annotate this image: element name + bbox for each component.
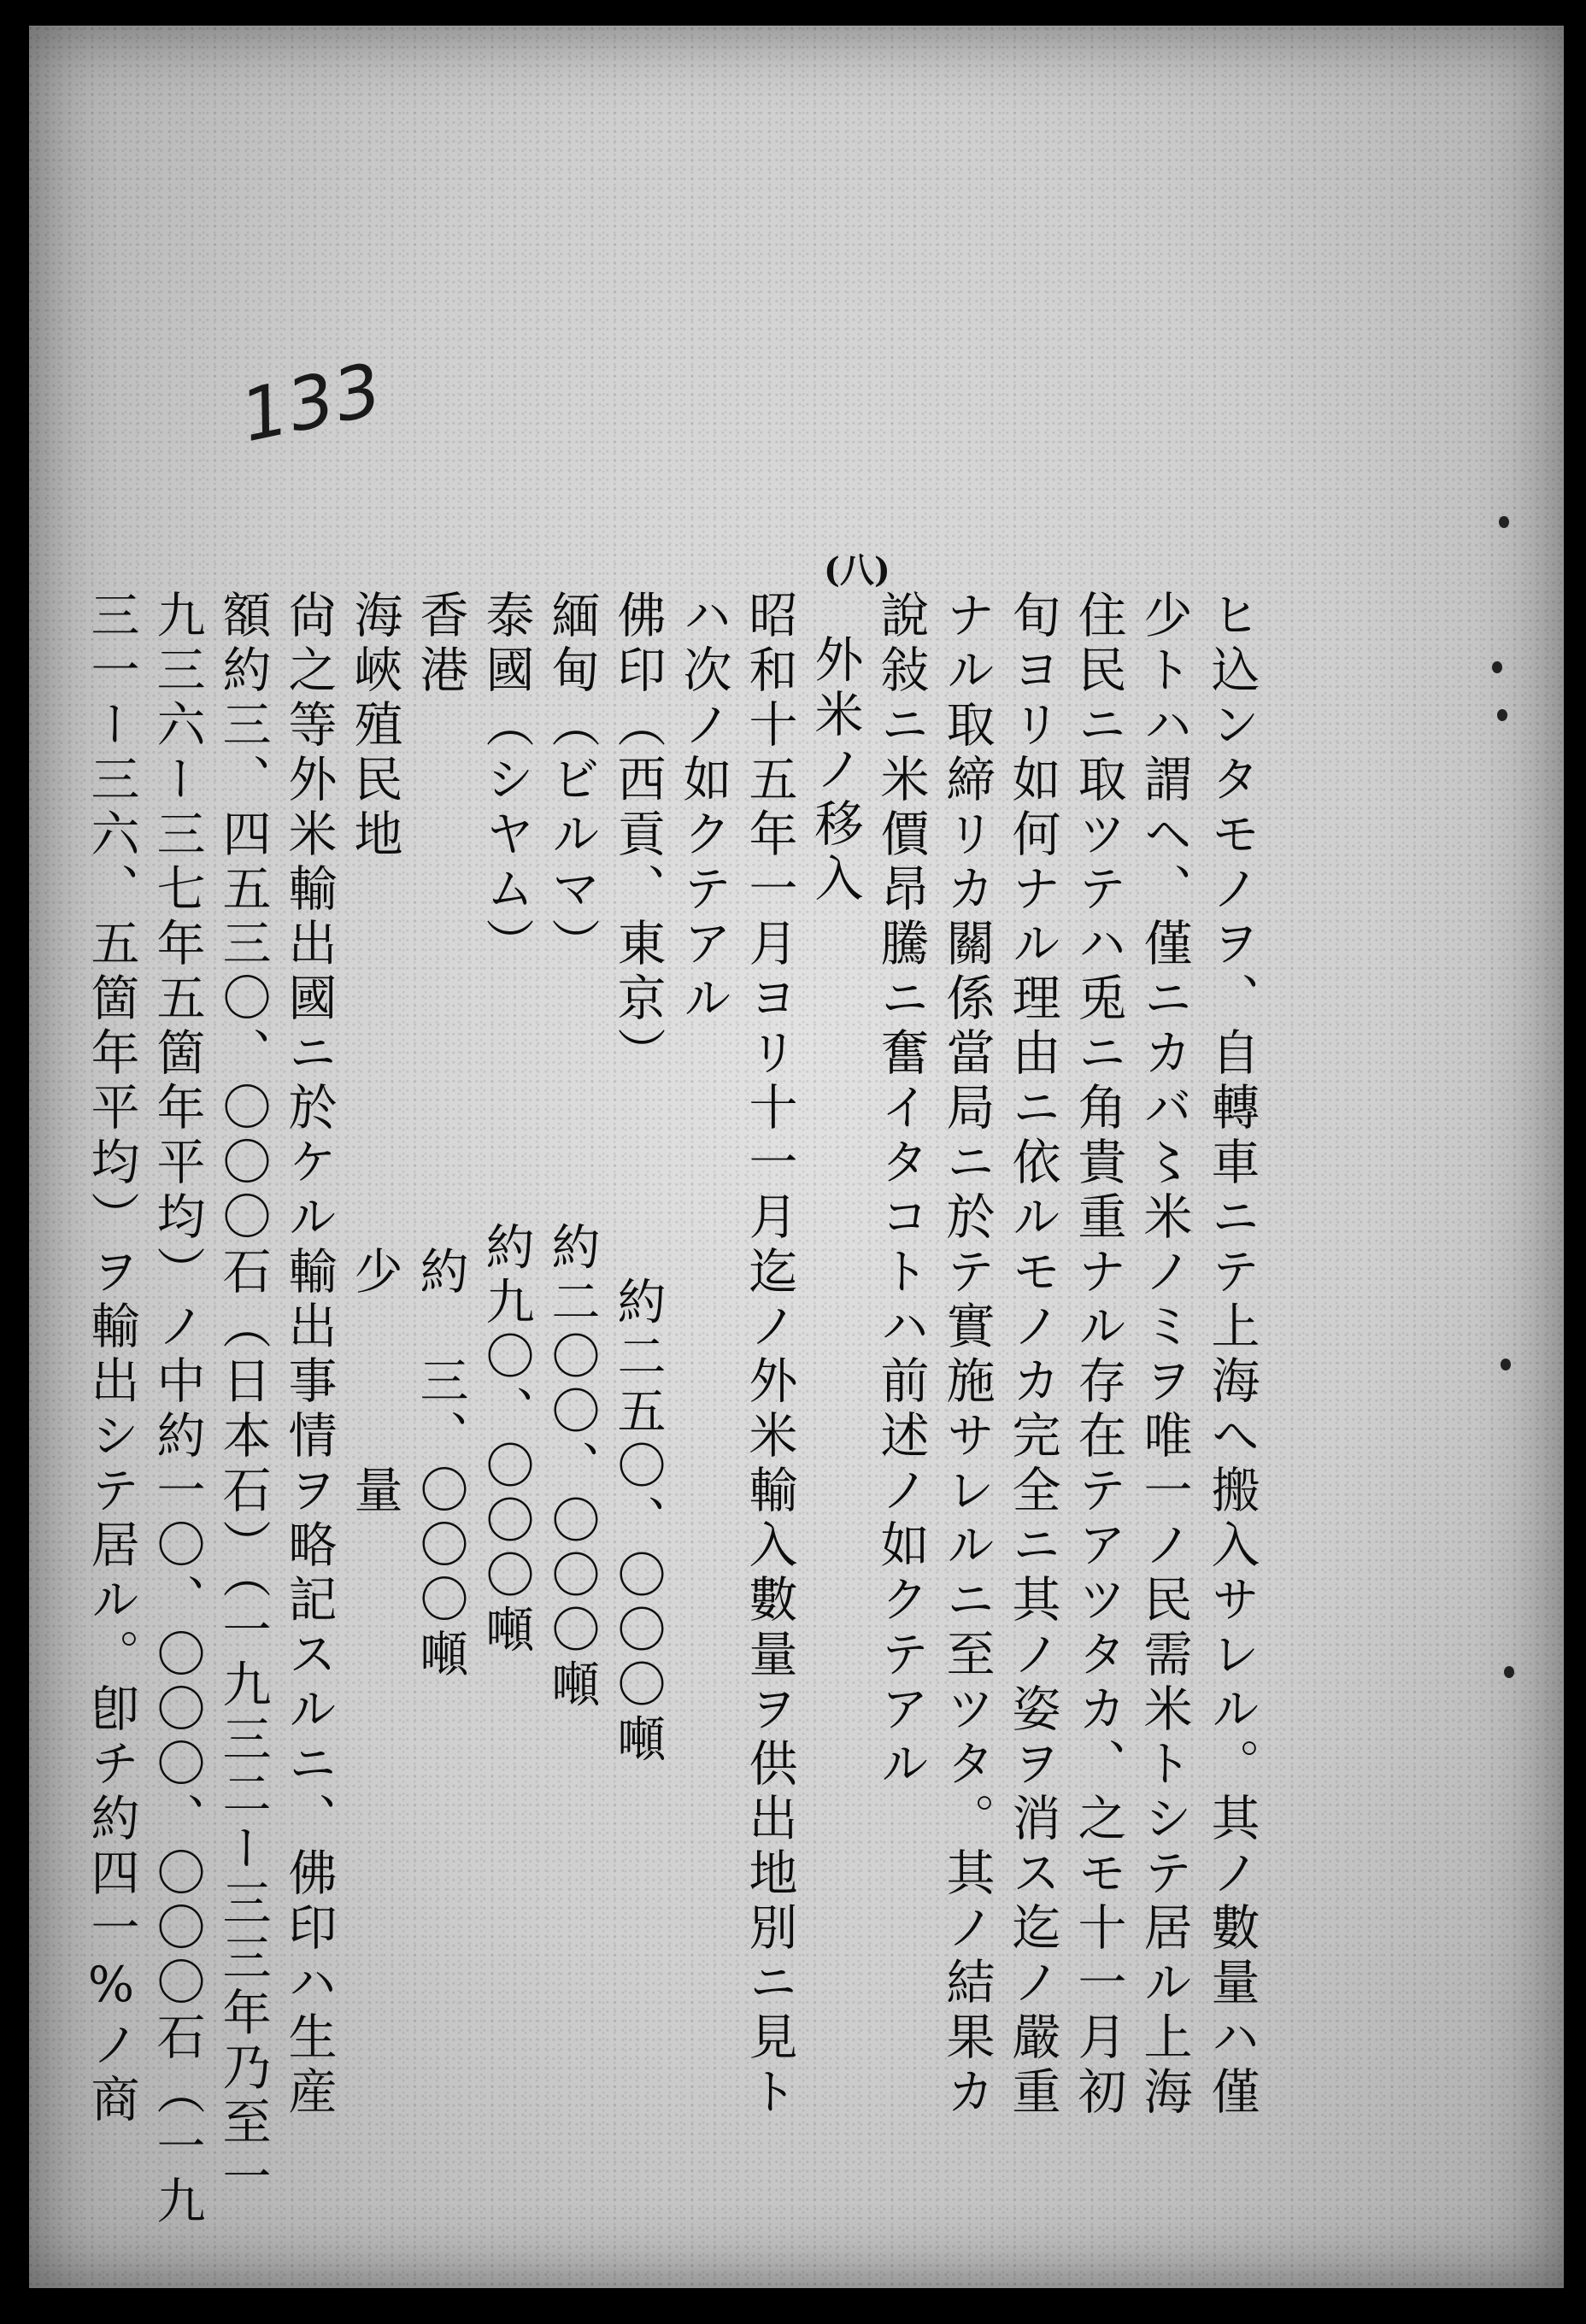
scan-speck — [1492, 661, 1502, 673]
scan-speck — [1497, 709, 1507, 721]
import-row-burma: 緬甸（ビルマ） 約二〇〇、〇〇〇噸 — [543, 590, 600, 1714]
text-column: 住民ニ取ツテハ兎ニ角貴重ナル存在テアツタカ、之モ十一月初 — [1070, 590, 1126, 2121]
section-mark: (八) — [824, 550, 890, 590]
import-row-siam: 泰國（シヤム） 約九〇、〇〇〇噸 — [478, 590, 534, 1659]
import-row-french-indochina: 佛印（西貢、東京） 約二五〇、〇〇〇噸 — [609, 590, 666, 1769]
scan-speck — [1499, 516, 1509, 528]
text-column: ヒ込ンタモノヲ、自轉車ニテ上海へ搬入サレル。其ノ數量ハ僅 — [1203, 590, 1260, 2121]
document-page — [29, 26, 1564, 2288]
import-row-straits-settlements: 海峽殖民地 少 量 — [346, 590, 402, 1519]
scan-speck — [1501, 1359, 1511, 1370]
text-column: 九三六ー三七年五箇年平均）ノ中約一〇、〇〇〇、〇〇〇石（一九 — [149, 590, 205, 2230]
text-column: 昭和十五年一月ヨリ十一月迄ノ外米輸入數量ヲ供出地別ニ見ト — [741, 590, 797, 2121]
text-column: 額約三、四五三〇、〇〇〇石（日本石）（一九三二ー三三年乃至一 — [214, 590, 271, 2206]
section-heading: 外米ノ移入 — [807, 634, 863, 907]
text-column: 旬ヨリ如何ナル理由ニ依ルモノカ完全ニ其ノ姿ヲ消ス迄ノ嚴重 — [1004, 590, 1060, 2121]
scan-speck — [1504, 1666, 1514, 1678]
text-column: 少トハ謂ヘ、僅ニカバ〻米ノミヲ唯一ノ民需米トシテ居ル上海 — [1136, 590, 1192, 2121]
folio-number: 133 — [233, 346, 391, 459]
text-column: 尙之等外米輸出國ニ於ケル輸出事情ヲ略記スルニ、佛印ハ生産 — [280, 590, 337, 2121]
text-column: ナル取締リカ關係當局ニ於テ實施サレルニ至ツタ。其ノ結果カ — [938, 590, 995, 2121]
import-row-hong-kong: 香港 約 三、〇〇〇噸 — [412, 590, 468, 1683]
text-column: ハ次ノ如クテアル — [675, 590, 731, 1027]
text-column: 三一ー三六、五箇年平均）ヲ輸出シテ居ル。卽チ約四一%ノ商 — [83, 590, 139, 2128]
text-column: 說敍ニ米價昂騰ニ奮イタコトハ前述ノ如クテアル — [872, 590, 929, 1793]
